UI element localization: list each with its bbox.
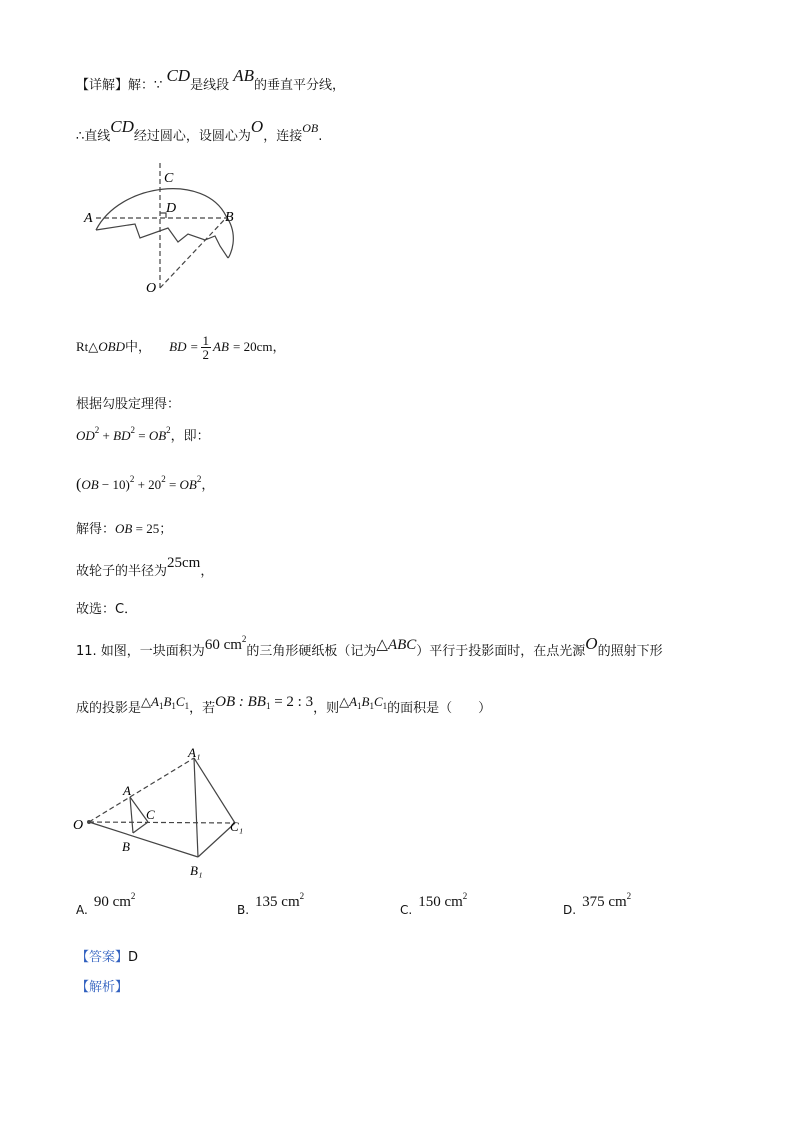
ob-dashed [160, 218, 226, 288]
label-d: D [166, 201, 177, 216]
label-b1: B₁ [190, 863, 203, 878]
solve-line: 解得：OB = 25； [76, 521, 173, 537]
label-c1: C₁ [230, 819, 244, 834]
arc [96, 189, 233, 258]
question-11-line-1: 11. 如图，一块面积为60 $cm^2$的三角形硬纸板（记为△ABC）平行于投影面时，在点光源O的照射下形 [76, 634, 663, 659]
broken-edge [96, 224, 228, 258]
label-a: A [123, 783, 131, 798]
half-fraction: $\frac{1}{2}$ [202, 333, 210, 362]
label-c: C [164, 171, 174, 186]
label-b: B [122, 839, 130, 854]
option-a[interactable]: A. 90 $cm^2$ [76, 891, 136, 917]
wheel-figure [80, 158, 240, 298]
option-b[interactable]: B. 135 $cm^2$ [237, 891, 305, 917]
question-11-line-2: 成的投影是$\triangle A^1B^1C^1$，若OB : $BB^1 = 2$ : 3，则$\triangle A^1B^1C^1$的面积是（ ） [76, 694, 492, 716]
pythagoras-text: 根据勾股定理得： [76, 397, 181, 412]
label-o: O [73, 818, 84, 833]
oc1-dashed [89, 822, 235, 823]
option-d[interactable]: D. 375 $cm^2$ [563, 891, 632, 917]
projection-figure [70, 745, 260, 880]
answer-line [76, 946, 138, 965]
rt-line: Rt△OBD中， BD = $\frac{1}{2}$ AB = 20cm， [76, 333, 286, 362]
equation-1: $OD^2 + BD^2 = OB^2$，即： [76, 425, 210, 444]
line-center-o: ∴直线CD经过圆心，设圆心为O，连接OB. [76, 117, 323, 144]
label-c: C [146, 807, 155, 822]
ab [130, 797, 133, 833]
ob1 [89, 822, 198, 857]
label-a1: A₁ [188, 745, 201, 760]
label-a: A [84, 211, 93, 226]
radius-line: 故轮子的半径为25cm， [76, 555, 214, 579]
answer-value: D [128, 950, 139, 965]
a1b1 [194, 758, 198, 857]
detail-label: 【详解】 [76, 78, 129, 93]
analysis-label: 【解析】 [76, 980, 129, 995]
equation-2: $(OB - 10)^2 + 20^2 = OB^2$， [76, 474, 215, 493]
a1c1 [194, 758, 235, 823]
label-b: B [225, 210, 234, 225]
label-o: O [146, 281, 157, 296]
bc [133, 822, 148, 833]
analysis-line [76, 976, 128, 995]
option-c[interactable]: C. 150 $cm^2$ [400, 891, 468, 917]
choose-line: 故选：C． [76, 602, 138, 617]
detail-line: 【详解】解：∵ CD是线段 AB的垂直平分线， [76, 66, 346, 93]
answer-label: 【答案】 [76, 950, 129, 965]
point-o [87, 820, 91, 824]
